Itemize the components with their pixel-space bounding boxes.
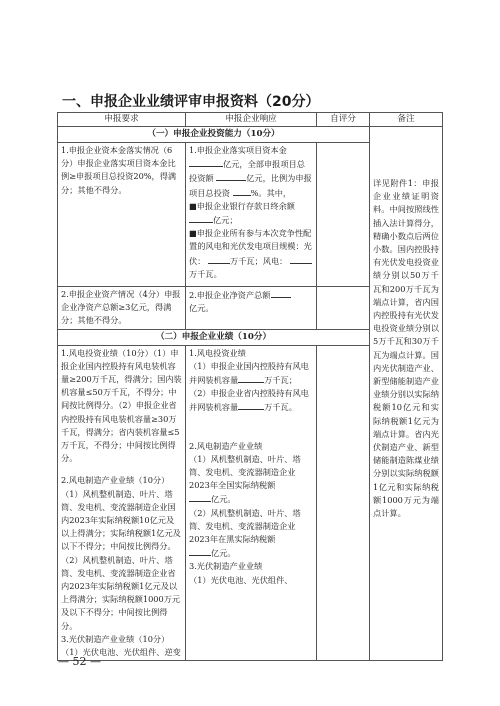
blank-field[interactable] (189, 157, 223, 167)
response-text: 万千瓦； (264, 375, 297, 386)
response-text: %。其中， (250, 187, 292, 198)
blank-field[interactable] (208, 254, 230, 264)
response-text: 2.申报企业净资产总额 (189, 290, 271, 300)
page-number: — 52 — (58, 655, 101, 668)
response-text: 万千瓦。 (264, 402, 297, 413)
notes-cell (370, 127, 443, 661)
section-row-investment (58, 127, 443, 143)
response-text: 1.申报企业落实项目资本金 (189, 145, 287, 155)
response-text: 3.光伏制造产业业绩 (189, 561, 263, 572)
blank-field[interactable] (233, 186, 251, 196)
section-title-investment: （一）申报企业投资能力（10分） (58, 127, 370, 143)
evaluation-table (57, 112, 443, 661)
col-header-self-score: 自评分 (317, 113, 370, 127)
response-text: 2.风电制造产业业绩 (189, 440, 263, 451)
response-text: 亿元； (213, 215, 238, 226)
requirement-cell-capital (58, 143, 186, 287)
response-text: 亿元。 (211, 494, 236, 505)
section-title-performance: （二）申报企业业绩（10分） (58, 329, 370, 345)
response-text: （1）申报企业国内控股持有风电并网装机容量 (189, 360, 309, 386)
requirement-text: 1.申报企业资本金落实情况（6分）申报企业落实项目资本金比例≥申报项目总投资20%，得满分；其他不得分。 (61, 145, 177, 195)
col-header-requirement: 申报要求 (58, 113, 186, 127)
response-text: 亿元。 (211, 548, 236, 559)
response-text: （1）风机整机制造、叶片、塔筒、发电机、变流器制造企业2023年全国实际纳税额 (189, 453, 301, 491)
self-score-cell[interactable] (317, 345, 370, 661)
response-cell-performance (186, 345, 317, 661)
blank-field[interactable] (189, 546, 211, 556)
response-cell-assets (186, 287, 317, 330)
blank-field[interactable] (238, 373, 264, 383)
blank-field[interactable] (290, 254, 312, 264)
blank-field[interactable] (271, 288, 291, 298)
self-score-cell[interactable] (317, 287, 370, 330)
response-text: 万千瓦；风电： (230, 255, 288, 266)
col-header-response: 申报企业响应 (186, 113, 317, 127)
response-text: 亿元，比例为申报项目总投资 (189, 173, 312, 198)
table-header-row (58, 113, 443, 127)
response-text: 亿元，全部申报项目总投资额 (189, 159, 305, 184)
response-text: （1）光伏电池、光伏组件、 (189, 574, 293, 585)
blank-field[interactable] (189, 492, 211, 502)
col-header-notes: 备注 (370, 113, 443, 127)
requirement-cell-performance (58, 345, 186, 661)
blank-field[interactable] (189, 213, 213, 223)
section-heading: 一、申报企业业绩评审申报资料（20分） (62, 94, 320, 110)
self-score-cell[interactable] (317, 143, 370, 287)
response-text: 1.风电投资业绩 (189, 347, 246, 358)
requirement-text: 3.光伏制造产业业绩（10分）（1）光伏电池、光伏组件、逆变 (61, 633, 181, 658)
blank-field[interactable] (238, 400, 264, 410)
requirement-cell-assets (58, 287, 186, 330)
response-cell-capital (186, 143, 317, 287)
response-text: 亿元。 (189, 303, 214, 314)
response-text: ■申报企业所有参与本次竞争性配置的风电和光伏发电项目规模：光伏： (189, 228, 312, 266)
response-text: （2）风机整机制造、叶片、塔筒、发电机、变流器制造企业2023年在黑实际纳税额 (189, 507, 301, 545)
requirement-text: 2.风电制造产业业绩（10分）（1）风机整机制造、叶片、塔筒、发电机、变流器制造企业国内2023年实际纳税额10亿元及以上得满分；实际纳税额1亿元及以下不得分；中间按比例得分。（2）风机整机制造、叶片、塔筒、发电机、变流器制造企业省内2023年实际纳税额1亿元及以上得满分；实际纳税额1000万元及以下不得分；中间按比例得分。 (61, 475, 181, 631)
response-text: ■申报企业银行存款日终余额 (189, 200, 295, 211)
blank-field[interactable] (216, 171, 246, 181)
response-text: 万千瓦。 (189, 268, 222, 279)
requirement-text: 2.申报企业资产情况（4分）申报企业净资产总额≥3亿元，得满分；其他不得分。 (61, 289, 181, 326)
notes-text: 详见附件1：申报企业业绩证明资料。中间按照线性插入法计算得分，精确小数点后两位小数。国内控股持有光伏发电投资业绩分别以50万千瓦和200万千瓦为端点计算，省内国内控股持有光伏发电投资业绩分别以5万千瓦和30万千瓦为端点计算。国内光伏制造产业、新型储能制造产业业绩分别以实际纳税额10亿元和实际纳税额1亿元为端点计算。省内光伏制造产业、新型储能制造陈煤业绩分别以实际纳税额1亿元和实际纳税额1000万元为端点计算。 (373, 178, 439, 519)
requirement-text: 1.风电投资业绩（10分）（1）申报企业国内控股持有风电装机容量≥200万千瓦，得满分；国内装机容量≤50万千瓦，不得分；中间按比例得分。（2）申报企业省内控股持有风电装机容量≥30万千瓦，得满分；省内装机容量≤5万千瓦，不得分；中间按比例得分。 (61, 347, 182, 464)
response-text: （2）申报企业省内控股持有风电并网装机容量 (189, 388, 309, 413)
